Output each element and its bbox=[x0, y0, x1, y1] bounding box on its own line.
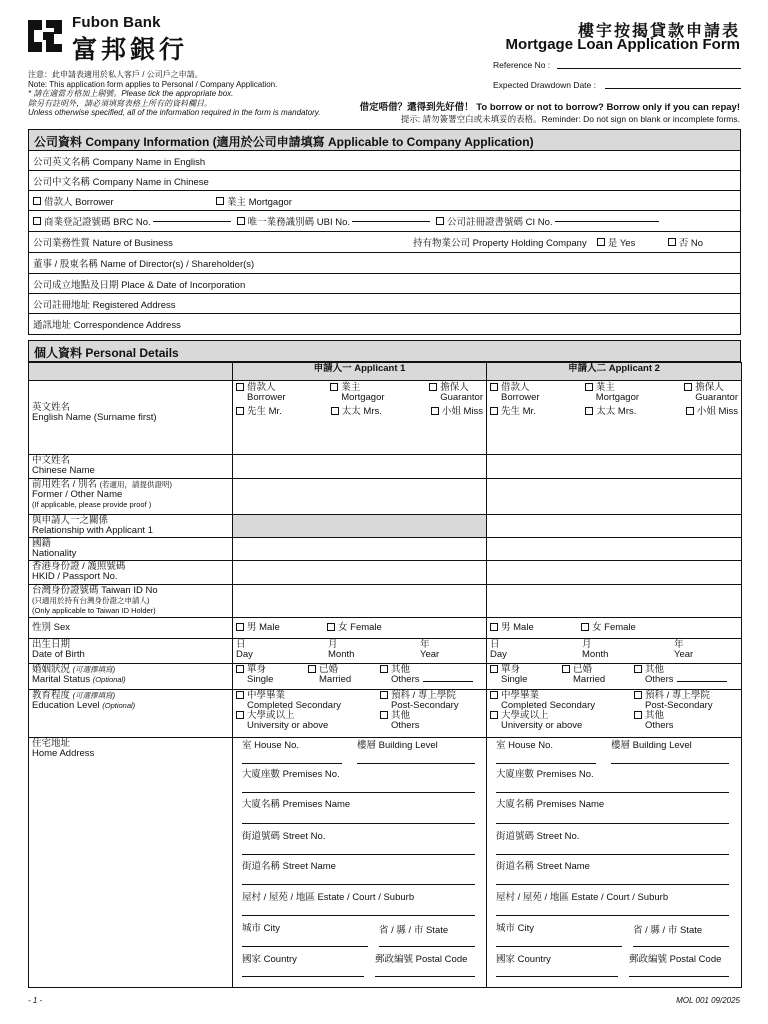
education-optional-en: (Optional) bbox=[102, 701, 136, 710]
mr-label: 先生 Mr. bbox=[501, 406, 536, 417]
day-en: Day bbox=[236, 649, 253, 660]
others-en: Others bbox=[391, 674, 420, 685]
a2-education-cell bbox=[487, 690, 742, 738]
correspondence-address-row[interactable] bbox=[28, 314, 741, 335]
premises-no-label: 大廈座數 Premises No. bbox=[496, 769, 594, 780]
chinese-name-zh: 中文姓名 bbox=[32, 455, 71, 466]
dob-en: Date of Birth bbox=[32, 649, 85, 660]
others-en: Others bbox=[645, 674, 674, 685]
hkid-label-cell bbox=[29, 561, 233, 585]
nationality-en: Nationality bbox=[32, 548, 77, 559]
note-line: Note: This application form applies to Personal / Company Application. bbox=[28, 79, 278, 89]
a2-edu-others-checkbox[interactable] bbox=[634, 711, 642, 719]
ubi-label: 唯一業務識別碼 UBI No. bbox=[247, 217, 351, 228]
education-zh: 教育程度 bbox=[32, 690, 71, 701]
single-zh: 單身 bbox=[247, 664, 267, 675]
street-no-label: 街道號碼 Street No. bbox=[242, 831, 326, 842]
former-name-en-note: (If applicable, please provide proof ) bbox=[32, 500, 152, 509]
a2-marital-cell bbox=[487, 664, 742, 690]
borrower-en: Borrower bbox=[247, 392, 286, 403]
a1-marital-cell bbox=[233, 664, 487, 690]
a2-single-checkbox[interactable] bbox=[490, 665, 498, 673]
single-zh: 單身 bbox=[501, 664, 521, 675]
others-en: Others bbox=[645, 720, 674, 731]
company-name-zh-row[interactable] bbox=[28, 171, 741, 191]
borrower-label: 借款人 Borrower bbox=[44, 196, 114, 208]
mortgagor-en: Mortgagor bbox=[341, 392, 385, 403]
form-title-en: Mortgage Loan Application Form bbox=[505, 36, 740, 53]
state-label: 省 / 縣 / 市 State bbox=[633, 925, 703, 936]
postsec-zh: 預科 / 專上學院 bbox=[645, 690, 710, 701]
reference-input[interactable] bbox=[557, 68, 741, 69]
a1-male-checkbox[interactable] bbox=[236, 623, 244, 631]
nature-label: 公司業務性質 Nature of Business bbox=[33, 238, 173, 249]
a1-postsec-checkbox[interactable] bbox=[380, 691, 388, 699]
country-label: 國家 Country bbox=[242, 954, 297, 965]
day-zh: 日 bbox=[490, 639, 500, 650]
directors-row[interactable] bbox=[28, 253, 741, 274]
brc-checkbox[interactable] bbox=[33, 217, 41, 225]
married-zh: 已婚 bbox=[573, 664, 593, 675]
a2-university-checkbox[interactable] bbox=[490, 711, 498, 719]
bank-name-zh: 富邦銀行 bbox=[72, 36, 189, 64]
secondary-zh: 中學畢業 bbox=[247, 690, 286, 701]
borrow-warning: 借定唔借？還得到先好借！ To borrow or not to borrow? Borrow only if you can repay! bbox=[359, 102, 740, 113]
estate-label: 屋村 / 屋苑 / 地區 Estate / Court / Suburb bbox=[496, 892, 669, 903]
nationality-zh: 國籍 bbox=[32, 538, 52, 549]
a1-relationship-disabled bbox=[233, 515, 487, 538]
form-title-zh: 樓宇按揭貸款申請表 bbox=[577, 23, 740, 40]
city-label: 城市 City bbox=[242, 923, 281, 934]
street-name-label: 街道名稱 Street Name bbox=[242, 861, 336, 872]
nationality-label-cell bbox=[29, 538, 233, 561]
street-no-label: 街道號碼 Street No. bbox=[496, 831, 580, 842]
note-line: * 請在適當方格加上剔號。Please tick the appropriate box. bbox=[28, 89, 234, 98]
a2-relationship-input[interactable] bbox=[487, 515, 742, 538]
a1-building-level-input[interactable] bbox=[357, 763, 475, 764]
hkid-zh: 香港身份證 / 護照號碼 bbox=[32, 561, 126, 572]
a2-others-input[interactable] bbox=[677, 681, 727, 682]
ubi-input[interactable] bbox=[352, 221, 430, 222]
a1-married-checkbox[interactable] bbox=[308, 665, 316, 673]
drawdown-input[interactable] bbox=[605, 88, 741, 89]
a1-miss-checkbox[interactable] bbox=[431, 407, 439, 415]
borrower-zh: 借款人 bbox=[247, 382, 276, 393]
postal-label: 郵政編號 Postal Code bbox=[629, 954, 722, 965]
house-no-label: 室 House No. bbox=[242, 740, 300, 751]
a2-miss-checkbox[interactable] bbox=[686, 407, 694, 415]
a1-house-no-input[interactable] bbox=[242, 763, 342, 764]
marital-optional-zh: (可選擇填寫) bbox=[72, 665, 116, 674]
former-name-zh: 前用姓名 / 別名 bbox=[32, 479, 97, 490]
home-address-label-cell bbox=[29, 738, 233, 988]
taiwan-id-label-cell bbox=[29, 585, 233, 618]
marital-en: Marital Status bbox=[32, 674, 91, 685]
a2-house-no-input[interactable] bbox=[496, 763, 596, 764]
directors-label: 董事 / 股東名稱 Name of Director(s) / Shareholder(s) bbox=[33, 259, 255, 270]
a2-building-level-input[interactable] bbox=[611, 763, 729, 764]
miss-label: 小姐 Miss bbox=[441, 406, 483, 417]
premises-name-label: 大廈名稱 Premises Name bbox=[496, 799, 605, 810]
a1-former-name-input[interactable] bbox=[233, 479, 487, 515]
a2-chinese-name-input[interactable] bbox=[487, 455, 742, 479]
country-label: 國家 Country bbox=[496, 954, 551, 965]
company-name-en-label: 公司英文名稱 Company Name in English bbox=[33, 156, 206, 168]
a1-premises-no-input[interactable] bbox=[242, 792, 475, 793]
mr-label: 先生 Mr. bbox=[247, 406, 282, 417]
taiwan-id-zh: 台灣身份證號碼 Taiwan ID No bbox=[32, 585, 158, 596]
a2-premises-name-input[interactable] bbox=[496, 823, 729, 824]
blank-header-cell bbox=[29, 363, 233, 381]
bank-name-en: Fubon Bank bbox=[72, 14, 161, 31]
a1-home-address-cell bbox=[233, 738, 487, 988]
a2-postsec-checkbox[interactable] bbox=[634, 691, 642, 699]
estate-label: 屋村 / 屋苑 / 地區 Estate / Court / Suburb bbox=[242, 892, 415, 903]
mortgagor-checkbox[interactable] bbox=[216, 197, 224, 205]
education-optional-zh: (可選擇填寫) bbox=[72, 691, 116, 700]
street-name-label: 街道名稱 Street Name bbox=[496, 861, 590, 872]
year-en: Year bbox=[674, 649, 694, 660]
borrower-en: Borrower bbox=[501, 392, 540, 403]
taiwan-id-en-note: (Only applicable to Taiwan ID Holder) bbox=[32, 606, 156, 615]
guarantor-zh: 擔保人 bbox=[440, 382, 469, 393]
borrower-checkbox[interactable] bbox=[33, 197, 41, 205]
single-en: Single bbox=[501, 674, 528, 685]
a2-mrs-checkbox[interactable] bbox=[585, 407, 593, 415]
note-line: 除另有註明外，請必須填寫表格上所有的資料欄目。 bbox=[28, 98, 212, 108]
ci-checkbox[interactable] bbox=[436, 217, 444, 225]
a2-borrower-checkbox[interactable] bbox=[490, 383, 498, 391]
incorporation-row[interactable] bbox=[28, 274, 741, 294]
a1-borrower-checkbox[interactable] bbox=[236, 383, 244, 391]
yes-label: 是 Yes bbox=[607, 238, 636, 249]
a2-home-address-cell bbox=[487, 738, 742, 988]
postsec-zh: 預科 / 專上學院 bbox=[391, 690, 456, 701]
miss-label: 小姐 Miss bbox=[696, 406, 738, 417]
others-en: Others bbox=[391, 720, 420, 731]
month-zh: 月 bbox=[328, 639, 338, 650]
personal-section-title: 個人資料 Personal Details bbox=[28, 340, 741, 362]
company-section-title: 公司資料 Company Information (適用於公司申請填寫 Applicable to Company Application) bbox=[28, 129, 741, 151]
note-line: Unless otherwise specified, all of the information required in the form is mandatory. bbox=[28, 108, 321, 117]
a1-university-checkbox[interactable] bbox=[236, 711, 244, 719]
incorporation-label: 公司成立地點及日期 Place & Date of Incorporation bbox=[33, 279, 246, 291]
others-zh: 其他 bbox=[645, 664, 665, 675]
a2-female-checkbox[interactable] bbox=[581, 623, 589, 631]
applicant2-header: 申請人二 Applicant 2 bbox=[487, 363, 742, 381]
a1-edu-others-checkbox[interactable] bbox=[380, 711, 388, 719]
brc-input[interactable] bbox=[153, 221, 231, 222]
male-label: 男 Male bbox=[501, 622, 534, 633]
university-zh: 大學或以上 bbox=[501, 710, 549, 721]
a1-hkid-input[interactable] bbox=[233, 561, 487, 585]
month-en: Month bbox=[328, 649, 355, 660]
a2-street-name-input[interactable] bbox=[496, 884, 729, 885]
a1-guarantor-checkbox[interactable] bbox=[429, 383, 437, 391]
a2-secondary-checkbox[interactable] bbox=[490, 691, 498, 699]
correspondence-address-label: 通訊地址 Correspondence Address bbox=[33, 320, 181, 331]
relationship-zh: 與申請人一之關係 bbox=[32, 515, 109, 526]
a1-single-checkbox[interactable] bbox=[236, 665, 244, 673]
registered-address-row[interactable] bbox=[28, 294, 741, 314]
single-en: Single bbox=[247, 674, 274, 685]
a2-sex-cell bbox=[487, 618, 742, 639]
relationship-label-cell bbox=[29, 515, 233, 538]
a2-guarantor-checkbox[interactable] bbox=[684, 383, 692, 391]
a1-premises-name-input[interactable] bbox=[242, 823, 475, 824]
education-label-cell bbox=[29, 690, 233, 738]
year-en: Year bbox=[420, 649, 440, 660]
postsec-en: Post-Secondary bbox=[645, 700, 713, 711]
year-zh: 年 bbox=[420, 639, 430, 650]
ci-label: 公司註冊證書號碼 CI No. bbox=[447, 217, 553, 228]
a1-secondary-checkbox[interactable] bbox=[236, 691, 244, 699]
company-role-row bbox=[28, 191, 741, 211]
a1-education-cell bbox=[233, 690, 487, 738]
education-en: Education Level bbox=[32, 700, 100, 711]
married-en: Married bbox=[573, 674, 606, 685]
home-address-en: Home Address bbox=[32, 748, 95, 759]
a2-country-input[interactable] bbox=[496, 976, 618, 977]
company-name-en-row[interactable] bbox=[28, 151, 741, 171]
others-zh: 其他 bbox=[391, 710, 411, 721]
guarantor-en: Guarantor bbox=[695, 392, 738, 403]
sex-label-cell bbox=[29, 618, 233, 639]
mortgagor-label: 業主 Mortgagor bbox=[227, 196, 292, 208]
a1-city-input[interactable] bbox=[242, 946, 368, 947]
chinese-name-en: Chinese Name bbox=[32, 465, 95, 476]
postsec-en: Post-Secondary bbox=[391, 700, 459, 711]
a1-state-input[interactable] bbox=[379, 946, 475, 947]
a2-hkid-input[interactable] bbox=[487, 561, 742, 585]
page-number: - 1 - bbox=[28, 996, 43, 1005]
property-no-checkbox[interactable] bbox=[668, 238, 676, 246]
a2-state-input[interactable] bbox=[633, 946, 729, 947]
a2-postal-input[interactable] bbox=[629, 976, 729, 977]
university-en: University or above bbox=[247, 720, 329, 731]
female-label: 女 Female bbox=[592, 622, 636, 633]
mortgagor-en: Mortgagor bbox=[595, 392, 640, 403]
male-label: 男 Male bbox=[247, 622, 280, 633]
property-holding-label: 持有物業公司 Property Holding Company bbox=[413, 238, 587, 249]
year-zh: 年 bbox=[674, 639, 684, 650]
hkid-en: HKID / Passport No. bbox=[32, 571, 118, 582]
english-name-label-cell bbox=[29, 381, 233, 455]
building-level-label: 樓層 Building Level bbox=[357, 740, 438, 751]
building-level-label: 樓層 Building Level bbox=[611, 740, 692, 751]
sex-label: 性別 Sex bbox=[32, 622, 71, 633]
form-code: MOL 001 09/2025 bbox=[676, 996, 740, 1005]
month-en: Month bbox=[582, 649, 609, 660]
postal-label: 郵政編號 Postal Code bbox=[375, 954, 468, 965]
a2-street-no-input[interactable] bbox=[496, 854, 729, 855]
others-zh: 其他 bbox=[645, 710, 665, 721]
a1-sex-cell bbox=[233, 618, 487, 639]
a1-chinese-name-input[interactable] bbox=[233, 455, 487, 479]
month-zh: 月 bbox=[582, 639, 592, 650]
a1-mr-checkbox[interactable] bbox=[236, 407, 244, 415]
english-name-label-en: English Name (Surname first) bbox=[32, 412, 157, 423]
marital-label-cell bbox=[29, 664, 233, 690]
others-zh: 其他 bbox=[391, 664, 411, 675]
a2-taiwan-id-input[interactable] bbox=[487, 585, 742, 618]
secondary-en: Completed Secondary bbox=[501, 700, 595, 711]
ubi-checkbox[interactable] bbox=[237, 217, 245, 225]
dob-label-cell bbox=[29, 639, 233, 664]
a2-mr-checkbox[interactable] bbox=[490, 407, 498, 415]
guarantor-en: Guarantor bbox=[440, 392, 483, 403]
applicant1-header: 申請人一 Applicant 1 bbox=[233, 363, 487, 381]
university-en: University or above bbox=[501, 720, 583, 731]
dob-zh: 出生日期 bbox=[32, 639, 71, 650]
mrs-label: 太太 Mrs. bbox=[341, 406, 382, 417]
a1-others-input[interactable] bbox=[423, 681, 473, 682]
a1-nationality-input[interactable] bbox=[233, 538, 487, 561]
registered-address-label: 公司註冊地址 Registered Address bbox=[33, 299, 176, 311]
nature-row bbox=[28, 232, 741, 253]
mortgagor-zh: 業主 bbox=[341, 382, 361, 393]
fubon-logo-icon bbox=[26, 18, 64, 54]
a2-premises-no-input[interactable] bbox=[496, 792, 729, 793]
borrower-zh: 借款人 bbox=[501, 382, 530, 393]
chinese-name-label-cell bbox=[29, 455, 233, 479]
marital-optional-en: (Optional) bbox=[92, 675, 126, 684]
notes-block bbox=[28, 70, 320, 118]
secondary-zh: 中學畢業 bbox=[501, 690, 540, 701]
company-reg-row bbox=[28, 211, 741, 232]
a1-street-no-input[interactable] bbox=[242, 854, 475, 855]
applicant2-role-title-cell bbox=[487, 381, 742, 455]
property-yes-checkbox[interactable] bbox=[597, 238, 605, 246]
a1-female-checkbox[interactable] bbox=[327, 623, 335, 631]
marital-zh: 婚姻狀況 bbox=[32, 664, 71, 675]
a1-mortgagor-checkbox[interactable] bbox=[330, 383, 338, 391]
applicant1-role-title-cell bbox=[233, 381, 487, 455]
a1-street-name-input[interactable] bbox=[242, 884, 475, 885]
former-name-zh-note: (若適用，請提供證明) bbox=[99, 480, 173, 489]
no-label: 否 No bbox=[678, 238, 703, 249]
a2-estate-input[interactable] bbox=[496, 915, 729, 916]
a2-married-checkbox[interactable] bbox=[562, 665, 570, 673]
a1-postal-input[interactable] bbox=[375, 976, 475, 977]
a2-city-input[interactable] bbox=[496, 946, 622, 947]
reference-label: Reference No : bbox=[493, 60, 551, 70]
state-label: 省 / 縣 / 市 State bbox=[379, 925, 449, 936]
brc-label: 商業登記證號碼 BRC No. bbox=[44, 217, 151, 228]
personal-details-table bbox=[28, 362, 742, 988]
mrs-label: 太太 Mrs. bbox=[596, 406, 637, 417]
premises-no-label: 大廈座數 Premises No. bbox=[242, 769, 340, 780]
married-zh: 已婚 bbox=[319, 664, 339, 675]
a2-others-checkbox[interactable] bbox=[634, 665, 642, 673]
a2-dob-input[interactable] bbox=[487, 639, 742, 664]
a2-nationality-input[interactable] bbox=[487, 538, 742, 561]
premises-name-label: 大廈名稱 Premises Name bbox=[242, 799, 351, 810]
relationship-en: Relationship with Applicant 1 bbox=[32, 525, 153, 536]
a2-former-name-input[interactable] bbox=[487, 479, 742, 515]
a2-male-checkbox[interactable] bbox=[490, 623, 498, 631]
a1-estate-input[interactable] bbox=[242, 915, 475, 916]
a1-dob-input[interactable] bbox=[233, 639, 487, 664]
a1-country-input[interactable] bbox=[242, 976, 364, 977]
ci-input[interactable] bbox=[555, 221, 659, 222]
city-label: 城市 City bbox=[496, 923, 535, 934]
note-line: 注意：此申請表適用於私人客戶 / 公司戶之申請。 bbox=[28, 70, 203, 79]
a1-others-checkbox[interactable] bbox=[380, 665, 388, 673]
company-name-zh-label: 公司中文名稱 Company Name in Chinese bbox=[33, 176, 209, 188]
day-en: Day bbox=[490, 649, 507, 660]
guarantor-zh: 擔保人 bbox=[695, 382, 724, 393]
taiwan-id-zh-note: (只適用於持有台灣身份證之申請人) bbox=[32, 596, 150, 605]
former-name-label-cell bbox=[29, 479, 233, 515]
house-no-label: 室 House No. bbox=[496, 740, 554, 751]
english-name-label-zh: 英文姓名 bbox=[32, 402, 71, 413]
home-address-zh: 住宅地址 bbox=[32, 738, 71, 749]
a1-taiwan-id-input[interactable] bbox=[233, 585, 487, 618]
drawdown-label: Expected Drawdown Date : bbox=[493, 80, 596, 90]
former-name-en: Former / Other Name bbox=[32, 489, 123, 500]
a2-mortgagor-checkbox[interactable] bbox=[585, 383, 593, 391]
sign-reminder: 提示: 請勿簽署空白或未填妥的表格。Reminder: Do not sign on blank or incomplete forms. bbox=[400, 114, 740, 124]
female-label: 女 Female bbox=[338, 622, 382, 633]
mortgagor-zh: 業主 bbox=[595, 382, 615, 393]
secondary-en: Completed Secondary bbox=[247, 700, 341, 711]
university-zh: 大學或以上 bbox=[247, 710, 295, 721]
a1-mrs-checkbox[interactable] bbox=[331, 407, 339, 415]
day-zh: 日 bbox=[236, 639, 246, 650]
married-en: Married bbox=[319, 674, 352, 685]
